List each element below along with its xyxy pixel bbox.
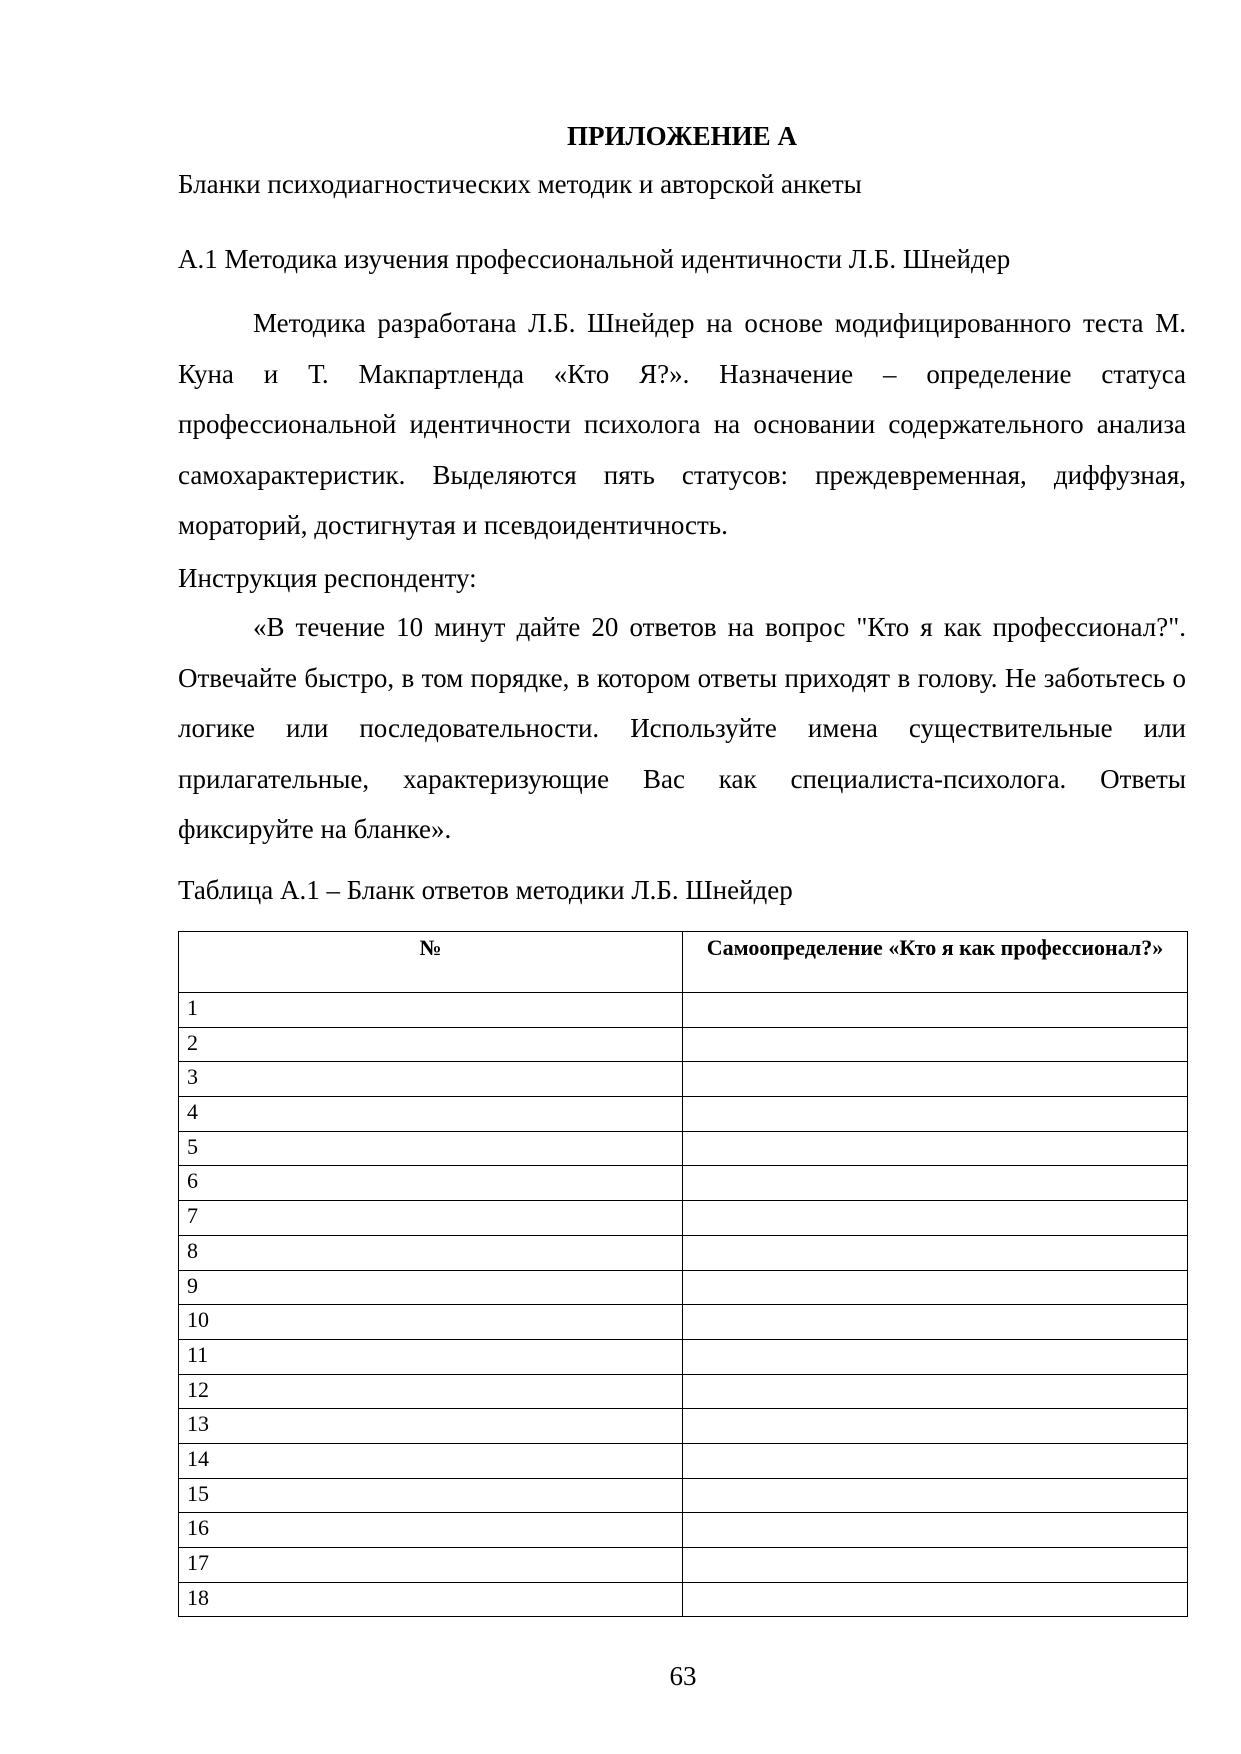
- answer-cell[interactable]: [683, 1166, 1188, 1201]
- answer-cell[interactable]: [683, 1548, 1188, 1583]
- table-row: [179, 1548, 1188, 1583]
- table-row: [179, 1582, 1188, 1617]
- table-row: [179, 1443, 1188, 1478]
- answer-cell[interactable]: [683, 1339, 1188, 1374]
- answer-cell[interactable]: [683, 1409, 1188, 1444]
- page-number: 63: [669, 1661, 697, 1691]
- answer-cell[interactable]: [683, 1027, 1188, 1062]
- row-number-cell: 15: [179, 1478, 683, 1513]
- table-row: [179, 993, 1188, 1028]
- table-row: [179, 1270, 1188, 1305]
- header-self-definition: Самоопределение «Кто я как профессионал?»: [683, 932, 1188, 993]
- table-row: [179, 1027, 1188, 1062]
- table-row: [179, 1409, 1188, 1444]
- row-number-cell: 7: [179, 1201, 683, 1236]
- table-header-row: [179, 932, 1188, 993]
- table-row: [179, 1513, 1188, 1548]
- table-row: [179, 1131, 1188, 1166]
- answer-cell[interactable]: [683, 1582, 1188, 1617]
- method-description-paragraph: Методика разработана Л.Б. Шнейдер на основе модифицированного теста М. Куна и Т. Макпартленда «Кто Я?». Назначение – определение статуса профессиональной идентичности психолога на основании содержательного анализа самохарактеристик. Выделяются пять статусов: преждевременная, диффузная, мораторий, достигнутая и псевдоидентичность.: [178, 308, 1186, 540]
- answer-cell[interactable]: [683, 1062, 1188, 1097]
- answer-cell[interactable]: [683, 1270, 1188, 1305]
- answer-cell[interactable]: [683, 1478, 1188, 1513]
- table-row: [179, 1305, 1188, 1340]
- row-number-cell: 2: [179, 1027, 683, 1062]
- appendix-heading: ПРИЛОЖЕНИЕ А: [567, 121, 797, 151]
- table-row: [179, 1339, 1188, 1374]
- row-number-cell: 17: [179, 1548, 683, 1583]
- table-row: [179, 1235, 1188, 1270]
- row-number-cell: 9: [179, 1270, 683, 1305]
- row-number-cell: 1: [179, 993, 683, 1028]
- header-number: №: [179, 932, 683, 993]
- row-number-cell: 4: [179, 1097, 683, 1132]
- table-caption: Таблица А.1 – Бланк ответов методики Л.Б. Шнейдер: [178, 875, 793, 905]
- table-body: [179, 993, 1188, 1617]
- row-number-cell: 10: [179, 1305, 683, 1340]
- row-number-cell: 18: [179, 1582, 683, 1617]
- answer-cell[interactable]: [683, 993, 1188, 1028]
- instruction-paragraph: «В течение 10 минут дайте 20 ответов на вопрос "Кто я как профессионал?". Отвечайте быстро, в том порядке, в котором ответы приходят в голову. Не заботьтесь о логике или последовательности. Используйте имена существительные или прилагательные, характеризующие Вас как специалиста-психолога. Ответы фиксируйте на бланке».: [178, 612, 1186, 844]
- answer-cell[interactable]: [683, 1513, 1188, 1548]
- table-row: [179, 1374, 1188, 1409]
- answer-cell[interactable]: [683, 1305, 1188, 1340]
- appendix-subtitle: Бланки психодиагностических методик и авторской анкеты: [178, 169, 862, 199]
- row-number-cell: 11: [179, 1339, 683, 1374]
- row-number-cell: 16: [179, 1513, 683, 1548]
- row-number-cell: 5: [179, 1131, 683, 1166]
- answer-cell[interactable]: [683, 1374, 1188, 1409]
- table-row: [179, 1062, 1188, 1097]
- answer-table: [178, 931, 1188, 1617]
- answer-cell[interactable]: [683, 1131, 1188, 1166]
- row-number-cell: 3: [179, 1062, 683, 1097]
- instruction-label: Инструкция респонденту:: [178, 563, 477, 593]
- row-number-cell: 14: [179, 1443, 683, 1478]
- answer-cell[interactable]: [683, 1235, 1188, 1270]
- section-title: А.1 Методика изучения профессиональной идентичности Л.Б. Шнейдер: [178, 244, 1011, 274]
- answer-cell[interactable]: [683, 1201, 1188, 1236]
- table-row: [179, 1478, 1188, 1513]
- row-number-cell: 6: [179, 1166, 683, 1201]
- table-row: [179, 1166, 1188, 1201]
- row-number-cell: 8: [179, 1235, 683, 1270]
- answer-cell[interactable]: [683, 1097, 1188, 1132]
- row-number-cell: 12: [179, 1374, 683, 1409]
- table-row: [179, 1201, 1188, 1236]
- row-number-cell: 13: [179, 1409, 683, 1444]
- answer-cell[interactable]: [683, 1443, 1188, 1478]
- table-row: [179, 1097, 1188, 1132]
